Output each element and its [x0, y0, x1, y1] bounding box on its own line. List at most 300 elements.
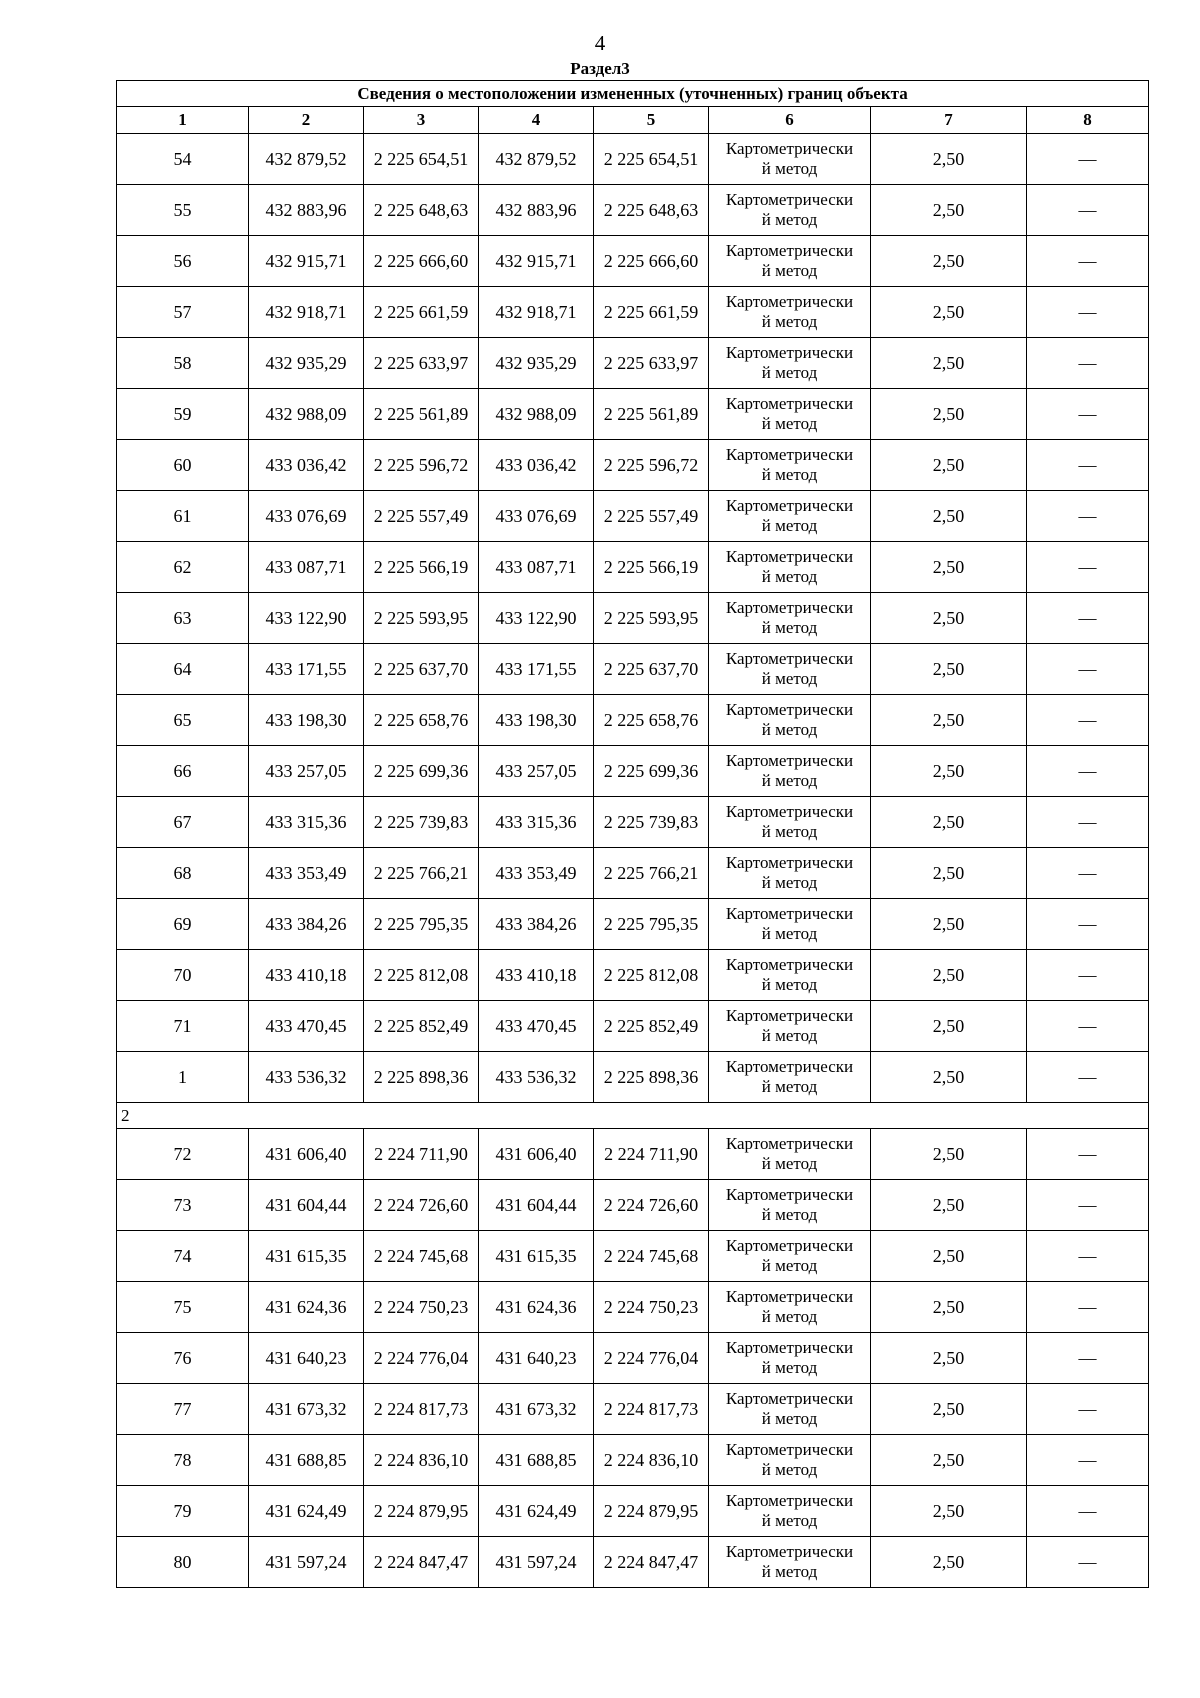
method-cell — [709, 593, 871, 644]
accuracy-cell: 2,50 — [871, 1435, 1027, 1486]
accuracy-cell: 2,50 — [871, 185, 1027, 236]
table-row — [117, 1052, 1149, 1103]
y-old-cell: 2 225 795,35 — [364, 899, 479, 950]
method-cell — [709, 746, 871, 797]
x-old-cell: 433 171,55 — [249, 644, 364, 695]
y-old-cell: 2 224 847,47 — [364, 1537, 479, 1588]
method-line: Картометрически — [725, 700, 854, 719]
y-new-cell: 2 225 561,89 — [594, 389, 709, 440]
x-old-cell: 431 688,85 — [249, 1435, 364, 1486]
y-old-cell: 2 225 661,59 — [364, 287, 479, 338]
method-cell — [709, 1486, 871, 1537]
column-number: 3 — [364, 107, 479, 134]
point-number-cell: 72 — [117, 1129, 249, 1180]
note-cell: — — [1027, 848, 1149, 899]
method-line: й метод — [761, 618, 818, 637]
accuracy-cell: 2,50 — [871, 338, 1027, 389]
method-line: й метод — [761, 975, 818, 994]
method-cell — [709, 491, 871, 542]
point-number-cell: 74 — [117, 1231, 249, 1282]
table-row — [117, 1282, 1149, 1333]
y-old-cell: 2 225 648,63 — [364, 185, 479, 236]
x-old-cell: 431 606,40 — [249, 1129, 364, 1180]
y-new-cell: 2 225 633,97 — [594, 338, 709, 389]
method-cell — [709, 542, 871, 593]
accuracy-cell: 2,50 — [871, 797, 1027, 848]
note-cell: — — [1027, 389, 1149, 440]
y-old-cell: 2 225 898,36 — [364, 1052, 479, 1103]
method-line: Картометрически — [725, 343, 854, 362]
point-number-cell: 70 — [117, 950, 249, 1001]
x-old-cell: 433 257,05 — [249, 746, 364, 797]
method-cell — [709, 950, 871, 1001]
x-old-cell: 432 918,71 — [249, 287, 364, 338]
column-number: 2 — [249, 107, 364, 134]
table-row — [117, 1129, 1149, 1180]
x-new-cell: 431 673,32 — [479, 1384, 594, 1435]
method-cell — [709, 1231, 871, 1282]
y-new-cell: 2 224 817,73 — [594, 1384, 709, 1435]
x-old-cell: 432 883,96 — [249, 185, 364, 236]
accuracy-cell: 2,50 — [871, 1333, 1027, 1384]
y-old-cell: 2 225 557,49 — [364, 491, 479, 542]
y-new-cell: 2 224 750,23 — [594, 1282, 709, 1333]
y-new-cell: 2 225 699,36 — [594, 746, 709, 797]
y-old-cell: 2 224 776,04 — [364, 1333, 479, 1384]
note-cell: — — [1027, 695, 1149, 746]
point-number-cell: 64 — [117, 644, 249, 695]
note-cell: — — [1027, 185, 1149, 236]
x-old-cell: 431 640,23 — [249, 1333, 364, 1384]
y-old-cell: 2 224 817,73 — [364, 1384, 479, 1435]
x-old-cell: 432 879,52 — [249, 134, 364, 185]
method-cell — [709, 1384, 871, 1435]
method-cell — [709, 1435, 871, 1486]
note-cell: — — [1027, 593, 1149, 644]
y-new-cell: 2 224 711,90 — [594, 1129, 709, 1180]
accuracy-cell: 2,50 — [871, 236, 1027, 287]
y-new-cell: 2 225 852,49 — [594, 1001, 709, 1052]
y-new-cell: 2 225 739,83 — [594, 797, 709, 848]
x-old-cell: 431 624,49 — [249, 1486, 364, 1537]
column-number: 8 — [1027, 107, 1149, 134]
method-line: Картометрически — [725, 1287, 854, 1306]
method-cell — [709, 695, 871, 746]
point-number-cell: 54 — [117, 134, 249, 185]
x-new-cell: 433 536,32 — [479, 1052, 594, 1103]
accuracy-cell: 2,50 — [871, 1180, 1027, 1231]
method-line: й метод — [761, 669, 818, 688]
column-number: 5 — [594, 107, 709, 134]
y-new-cell: 2 225 557,49 — [594, 491, 709, 542]
method-line: й метод — [761, 1409, 818, 1428]
method-line: Картометрически — [725, 1134, 854, 1153]
accuracy-cell: 2,50 — [871, 950, 1027, 1001]
method-line: Картометрически — [725, 292, 854, 311]
accuracy-cell: 2,50 — [871, 644, 1027, 695]
table-row — [117, 1486, 1149, 1537]
table-row — [117, 236, 1149, 287]
method-line: й метод — [761, 720, 818, 739]
note-cell: — — [1027, 797, 1149, 848]
y-new-cell: 2 224 745,68 — [594, 1231, 709, 1282]
method-line: Картометрически — [725, 1389, 854, 1408]
method-line: Картометрически — [725, 1057, 854, 1076]
point-number-cell: 67 — [117, 797, 249, 848]
point-number-cell: 56 — [117, 236, 249, 287]
accuracy-cell: 2,50 — [871, 134, 1027, 185]
y-old-cell: 2 224 726,60 — [364, 1180, 479, 1231]
method-cell — [709, 1052, 871, 1103]
note-cell: — — [1027, 1282, 1149, 1333]
x-new-cell: 432 883,96 — [479, 185, 594, 236]
column-number: 6 — [709, 107, 871, 134]
point-number-cell: 1 — [117, 1052, 249, 1103]
method-line: Картометрически — [725, 1185, 854, 1204]
point-number-cell: 80 — [117, 1537, 249, 1588]
note-cell: — — [1027, 1129, 1149, 1180]
note-cell: — — [1027, 1537, 1149, 1588]
x-new-cell: 431 624,36 — [479, 1282, 594, 1333]
x-new-cell: 431 615,35 — [479, 1231, 594, 1282]
method-line: Картометрически — [725, 802, 854, 821]
y-new-cell: 2 224 847,47 — [594, 1537, 709, 1588]
point-number-cell: 62 — [117, 542, 249, 593]
table-row — [117, 1231, 1149, 1282]
column-number-row — [117, 107, 1149, 134]
x-new-cell: 431 606,40 — [479, 1129, 594, 1180]
x-old-cell: 431 624,36 — [249, 1282, 364, 1333]
page-number: 4 — [594, 31, 606, 55]
method-line: й метод — [761, 1511, 818, 1530]
boundary-coordinates-table — [116, 80, 1149, 1588]
table-row — [117, 1333, 1149, 1384]
method-line: й метод — [761, 516, 818, 535]
x-new-cell: 433 122,90 — [479, 593, 594, 644]
table-caption: Сведения о местоположении измененных (уточненных) границ объекта — [117, 81, 1149, 107]
method-line: й метод — [761, 159, 818, 178]
x-old-cell: 431 615,35 — [249, 1231, 364, 1282]
accuracy-cell: 2,50 — [871, 746, 1027, 797]
note-cell: — — [1027, 899, 1149, 950]
x-old-cell: 433 353,49 — [249, 848, 364, 899]
method-line: й метод — [761, 873, 818, 892]
method-line: й метод — [761, 1358, 818, 1377]
method-line: Картометрически — [725, 904, 854, 923]
x-old-cell: 433 410,18 — [249, 950, 364, 1001]
accuracy-cell: 2,50 — [871, 1231, 1027, 1282]
table-row — [117, 1435, 1149, 1486]
point-number-cell: 77 — [117, 1384, 249, 1435]
point-number-cell: 78 — [117, 1435, 249, 1486]
method-line: й метод — [761, 1077, 818, 1096]
accuracy-cell: 2,50 — [871, 1001, 1027, 1052]
table-body — [117, 134, 1149, 1588]
x-old-cell: 431 597,24 — [249, 1537, 364, 1588]
y-new-cell: 2 225 654,51 — [594, 134, 709, 185]
accuracy-cell: 2,50 — [871, 593, 1027, 644]
y-new-cell: 2 224 776,04 — [594, 1333, 709, 1384]
point-number-cell: 63 — [117, 593, 249, 644]
method-cell — [709, 389, 871, 440]
method-line: й метод — [761, 261, 818, 280]
accuracy-cell: 2,50 — [871, 1384, 1027, 1435]
x-old-cell: 431 604,44 — [249, 1180, 364, 1231]
method-line: Картометрически — [725, 649, 854, 668]
note-cell: — — [1027, 1333, 1149, 1384]
y-old-cell: 2 225 654,51 — [364, 134, 479, 185]
y-new-cell: 2 225 795,35 — [594, 899, 709, 950]
method-line: Картометрически — [725, 1440, 854, 1459]
x-new-cell: 433 257,05 — [479, 746, 594, 797]
y-new-cell: 2 224 879,95 — [594, 1486, 709, 1537]
x-new-cell: 431 624,49 — [479, 1486, 594, 1537]
method-line: й метод — [761, 465, 818, 484]
method-line: й метод — [761, 363, 818, 382]
x-old-cell: 433 087,71 — [249, 542, 364, 593]
x-new-cell: 433 198,30 — [479, 695, 594, 746]
note-cell: — — [1027, 1384, 1149, 1435]
x-new-cell: 431 604,44 — [479, 1180, 594, 1231]
method-cell — [709, 797, 871, 848]
note-cell: — — [1027, 134, 1149, 185]
x-new-cell: 432 879,52 — [479, 134, 594, 185]
note-cell: — — [1027, 236, 1149, 287]
y-old-cell: 2 224 745,68 — [364, 1231, 479, 1282]
point-number-cell: 61 — [117, 491, 249, 542]
table-row — [117, 1180, 1149, 1231]
method-line: Картометрически — [725, 853, 854, 872]
y-new-cell: 2 225 661,59 — [594, 287, 709, 338]
note-cell: — — [1027, 1180, 1149, 1231]
y-new-cell: 2 225 766,21 — [594, 848, 709, 899]
y-new-cell: 2 225 898,36 — [594, 1052, 709, 1103]
method-cell — [709, 440, 871, 491]
x-old-cell: 433 470,45 — [249, 1001, 364, 1052]
table-row — [117, 338, 1149, 389]
method-cell — [709, 134, 871, 185]
y-new-cell: 2 225 593,95 — [594, 593, 709, 644]
x-old-cell: 431 673,32 — [249, 1384, 364, 1435]
method-cell — [709, 1282, 871, 1333]
y-old-cell: 2 224 750,23 — [364, 1282, 479, 1333]
method-line: Картометрически — [725, 1236, 854, 1255]
accuracy-cell: 2,50 — [871, 899, 1027, 950]
accuracy-cell: 2,50 — [871, 542, 1027, 593]
y-new-cell: 2 225 637,70 — [594, 644, 709, 695]
x-new-cell: 433 384,26 — [479, 899, 594, 950]
y-old-cell: 2 225 596,72 — [364, 440, 479, 491]
y-old-cell: 2 225 666,60 — [364, 236, 479, 287]
accuracy-cell: 2,50 — [871, 695, 1027, 746]
x-old-cell: 433 198,30 — [249, 695, 364, 746]
column-number: 4 — [479, 107, 594, 134]
table-row — [117, 848, 1149, 899]
method-line: Картометрически — [725, 394, 854, 413]
table-row — [117, 644, 1149, 695]
accuracy-cell: 2,50 — [871, 389, 1027, 440]
method-line: й метод — [761, 210, 818, 229]
table-row — [117, 950, 1149, 1001]
method-cell — [709, 1180, 871, 1231]
contour-label-row — [117, 1103, 1149, 1129]
y-new-cell: 2 224 836,10 — [594, 1435, 709, 1486]
method-cell — [709, 848, 871, 899]
point-number-cell: 58 — [117, 338, 249, 389]
method-line: Картометрически — [725, 955, 854, 974]
note-cell: — — [1027, 440, 1149, 491]
column-number: 7 — [871, 107, 1027, 134]
note-cell: — — [1027, 1231, 1149, 1282]
point-number-cell: 66 — [117, 746, 249, 797]
point-number-cell: 65 — [117, 695, 249, 746]
contour-label: 2 — [117, 1103, 1149, 1129]
method-line: й метод — [761, 1460, 818, 1479]
method-line: Картометрически — [725, 1338, 854, 1357]
x-new-cell: 431 597,24 — [479, 1537, 594, 1588]
point-number-cell: 59 — [117, 389, 249, 440]
point-number-cell: 68 — [117, 848, 249, 899]
method-line: й метод — [761, 1562, 818, 1581]
method-line: Картометрически — [725, 241, 854, 260]
x-new-cell: 433 076,69 — [479, 491, 594, 542]
note-cell: — — [1027, 542, 1149, 593]
y-old-cell: 2 225 812,08 — [364, 950, 479, 1001]
method-line: й метод — [761, 312, 818, 331]
method-cell — [709, 1333, 871, 1384]
method-line: й метод — [761, 1205, 818, 1224]
accuracy-cell: 2,50 — [871, 1052, 1027, 1103]
table-row — [117, 542, 1149, 593]
table-row — [117, 797, 1149, 848]
method-line: й метод — [761, 1256, 818, 1275]
method-line: Картометрически — [725, 496, 854, 515]
y-old-cell: 2 225 561,89 — [364, 389, 479, 440]
point-number-cell: 75 — [117, 1282, 249, 1333]
x-new-cell: 432 918,71 — [479, 287, 594, 338]
method-line: Картометрически — [725, 190, 854, 209]
x-new-cell: 433 470,45 — [479, 1001, 594, 1052]
table-row — [117, 1537, 1149, 1588]
accuracy-cell: 2,50 — [871, 848, 1027, 899]
y-new-cell: 2 225 596,72 — [594, 440, 709, 491]
point-number-cell: 76 — [117, 1333, 249, 1384]
x-new-cell: 431 688,85 — [479, 1435, 594, 1486]
x-old-cell: 432 935,29 — [249, 338, 364, 389]
method-cell — [709, 644, 871, 695]
y-old-cell: 2 225 699,36 — [364, 746, 479, 797]
table-row — [117, 746, 1149, 797]
method-line: й метод — [761, 1307, 818, 1326]
y-old-cell: 2 225 852,49 — [364, 1001, 479, 1052]
x-old-cell: 432 988,09 — [249, 389, 364, 440]
y-old-cell: 2 225 633,97 — [364, 338, 479, 389]
x-old-cell: 432 915,71 — [249, 236, 364, 287]
x-old-cell: 433 536,32 — [249, 1052, 364, 1103]
method-line: Картометрически — [725, 1006, 854, 1025]
table-row — [117, 1384, 1149, 1435]
table-row — [117, 287, 1149, 338]
x-new-cell: 433 353,49 — [479, 848, 594, 899]
y-old-cell: 2 225 766,21 — [364, 848, 479, 899]
x-new-cell: 433 315,36 — [479, 797, 594, 848]
note-cell: — — [1027, 338, 1149, 389]
method-line: Картометрически — [725, 598, 854, 617]
accuracy-cell: 2,50 — [871, 440, 1027, 491]
x-new-cell: 433 087,71 — [479, 542, 594, 593]
method-line: Картометрически — [725, 445, 854, 464]
method-line: Картометрически — [725, 547, 854, 566]
y-new-cell: 2 225 658,76 — [594, 695, 709, 746]
x-new-cell: 431 640,23 — [479, 1333, 594, 1384]
column-number: 1 — [117, 107, 249, 134]
method-cell — [709, 1129, 871, 1180]
note-cell: — — [1027, 1486, 1149, 1537]
point-number-cell: 55 — [117, 185, 249, 236]
y-old-cell: 2 224 836,10 — [364, 1435, 479, 1486]
point-number-cell: 60 — [117, 440, 249, 491]
accuracy-cell: 2,50 — [871, 1486, 1027, 1537]
method-line: й метод — [761, 771, 818, 790]
y-old-cell: 2 224 711,90 — [364, 1129, 479, 1180]
table-row — [117, 389, 1149, 440]
method-line: Картометрически — [725, 1542, 854, 1561]
table-row — [117, 593, 1149, 644]
y-new-cell: 2 225 566,19 — [594, 542, 709, 593]
note-cell: — — [1027, 491, 1149, 542]
x-old-cell: 433 315,36 — [249, 797, 364, 848]
note-cell: — — [1027, 287, 1149, 338]
x-new-cell: 433 036,42 — [479, 440, 594, 491]
x-new-cell: 432 988,09 — [479, 389, 594, 440]
method-cell — [709, 1001, 871, 1052]
method-line: Картометрически — [725, 139, 854, 158]
accuracy-cell: 2,50 — [871, 1537, 1027, 1588]
x-old-cell: 433 122,90 — [249, 593, 364, 644]
note-cell: — — [1027, 1052, 1149, 1103]
note-cell: — — [1027, 950, 1149, 1001]
table-row — [117, 440, 1149, 491]
accuracy-cell: 2,50 — [871, 491, 1027, 542]
y-new-cell: 2 225 648,63 — [594, 185, 709, 236]
method-line: й метод — [761, 414, 818, 433]
table-row — [117, 899, 1149, 950]
method-line: Картометрически — [725, 1491, 854, 1510]
method-cell — [709, 185, 871, 236]
method-line: й метод — [761, 1026, 818, 1045]
method-cell — [709, 1537, 871, 1588]
x-new-cell: 432 915,71 — [479, 236, 594, 287]
y-old-cell: 2 224 879,95 — [364, 1486, 479, 1537]
y-new-cell: 2 225 666,60 — [594, 236, 709, 287]
method-cell — [709, 899, 871, 950]
x-new-cell: 433 171,55 — [479, 644, 594, 695]
note-cell: — — [1027, 1001, 1149, 1052]
y-old-cell: 2 225 739,83 — [364, 797, 479, 848]
point-number-cell: 73 — [117, 1180, 249, 1231]
x-new-cell: 432 935,29 — [479, 338, 594, 389]
point-number-cell: 79 — [117, 1486, 249, 1537]
method-line: й метод — [761, 567, 818, 586]
note-cell: — — [1027, 644, 1149, 695]
table-row — [117, 1001, 1149, 1052]
y-new-cell: 2 225 812,08 — [594, 950, 709, 1001]
y-old-cell: 2 225 658,76 — [364, 695, 479, 746]
point-number-cell: 71 — [117, 1001, 249, 1052]
point-number-cell: 69 — [117, 899, 249, 950]
x-old-cell: 433 384,26 — [249, 899, 364, 950]
y-old-cell: 2 225 593,95 — [364, 593, 479, 644]
